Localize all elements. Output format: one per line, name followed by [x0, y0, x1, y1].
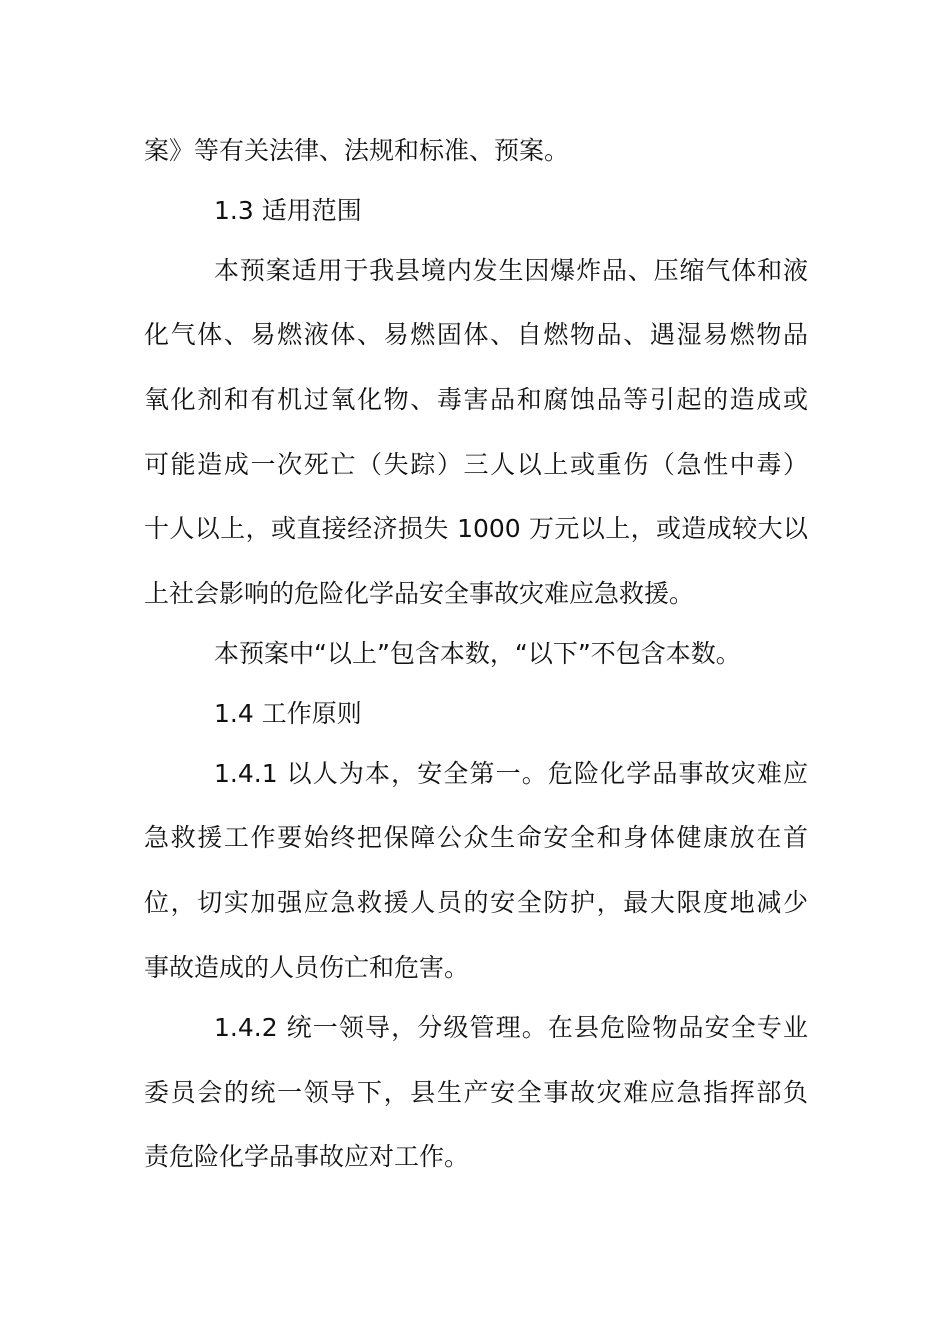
paragraph-1-4-1-line-1: 1.4.1 以人为本，安全第一。危险化学品事故灾难应	[214, 759, 808, 788]
text-line-continuation: 案》等有关法律、法规和标准、预案。	[144, 136, 570, 165]
paragraph-scope-line-3: 氧化剂和有机过氧化物、毒害品和腐蚀品等引起的造成或	[144, 385, 808, 414]
paragraph-1-4-2-line-3: 责危险化学品事故应对工作。	[144, 1142, 470, 1171]
paragraph-scope-line-4: 可能造成一次死亡（失踪）三人以上或重伤（急性中毒）	[144, 450, 808, 479]
section-heading-1-4: 1.4 工作原则	[214, 699, 362, 728]
paragraph-definition: 本预案中“以上”包含本数，“以下”不包含本数。	[214, 639, 741, 668]
paragraph-1-4-1-line-2: 急救援工作要始终把保障公众生命安全和身体健康放在首	[144, 823, 808, 852]
paragraph-scope-line-1: 本预案适用于我县境内发生因爆炸品、压缩气体和液	[214, 256, 808, 285]
paragraph-1-4-1-line-4: 事故造成的人员伤亡和危害。	[144, 953, 470, 982]
paragraph-1-4-2-line-1: 1.4.2 统一领导，分级管理。在县危险物品安全专业	[214, 1013, 808, 1042]
paragraph-1-4-1-line-3: 位，切实加强应急救援人员的安全防护，最大限度地减少	[144, 888, 808, 917]
paragraph-scope-line-5: 十人以上，或直接经济损失 1000 万元以上，或造成较大以	[144, 514, 808, 543]
paragraph-scope-line-2: 化气体、易燃液体、易燃固体、自燃物品、遇湿易燃物品	[144, 320, 808, 349]
paragraph-scope-line-6: 上社会影响的危险化学品安全事故灾难应急救援。	[144, 579, 695, 608]
paragraph-1-4-2-line-2: 委员会的统一领导下，县生产安全事故灾难应急指挥部负	[144, 1078, 808, 1107]
section-heading-1-3: 1.3 适用范围	[214, 196, 362, 225]
